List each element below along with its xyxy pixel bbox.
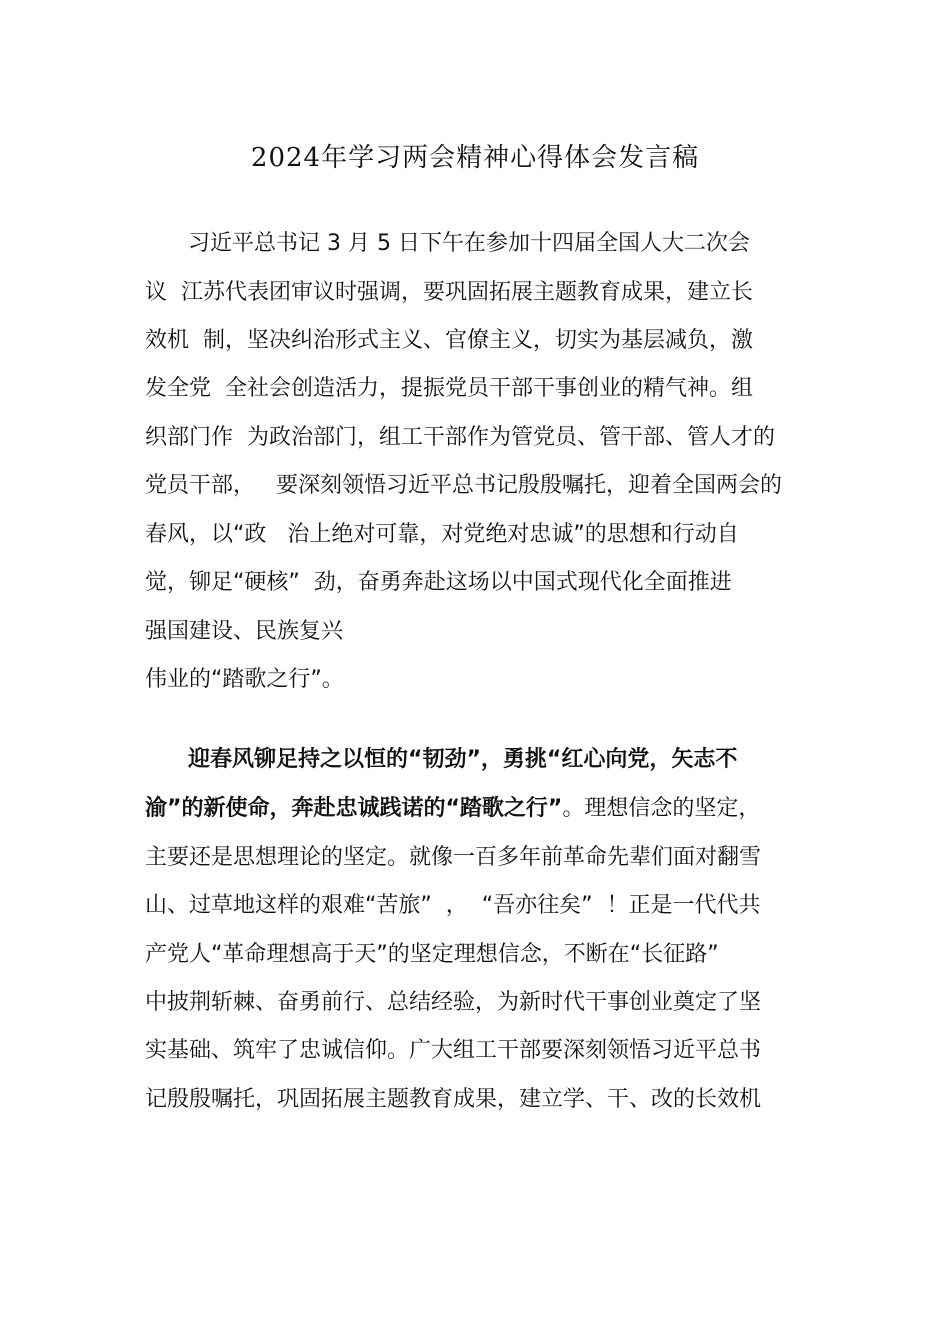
paragraph-2-line: 中披荆斩棘、奋勇前行、总结经验，为新时代干事创业奠定了坚 <box>145 990 762 1015</box>
paragraph-2-line <box>145 791 760 827</box>
paragraph-2-line: 主要还是思想理论的坚定。就像一百多年前革命先辈们面对翻雪 <box>145 845 762 870</box>
paragraph-2-line: 实基础、筑牢了忠诚信仰。广大组工干部要深刻领悟习近平总书 <box>145 1038 762 1063</box>
paragraph-2-line: 产党人“革命理想高于天”的坚定理想信念，不断在“长征路” <box>145 942 719 967</box>
paragraph-1-line: 习近平总书记 3 月 5 日下午在参加十四届全国人大二次会 <box>188 231 750 256</box>
paragraph-1-line: 效机 制，坚决纠治形式主义、官僚主义，切实为基层减负，激 <box>145 328 753 353</box>
paragraph-2-heading-end: 渝”的新使命，奔赴忠诚践诺的“踏歌之行” <box>145 796 563 821</box>
paragraph-1-line: 党员干部， 要深刻领悟习近平总书记殷殷嘱托，迎着全国两会的 <box>145 473 782 498</box>
paragraph-1-line: 强国建设、民族复兴 <box>145 619 344 644</box>
paragraph-1-line: 伟业的“踏歌之行”。 <box>145 667 344 692</box>
paragraph-2-heading-line: 迎春风铆足持之以恒的“韧劲”，勇挑“红心向党，矢志不 <box>188 747 738 772</box>
paragraph-1-line: 春风，以“政 治上绝对可靠，对党绝对忠诚”的思想和行动自 <box>145 522 739 547</box>
paragraph-1-line: 议 江苏代表团审议时强调，要巩固拓展主题教育成果，建立长 <box>145 280 753 305</box>
document-title: 2024年学习两会精神心得体会发言稿 <box>250 143 700 173</box>
paragraph-2-line: 记殷殷嘱托，巩固拓展主题教育成果，建立学、干、改的长效机 <box>145 1087 762 1112</box>
paragraph-1-line: 织部门作 为政治部门，组工干部作为管党员、管干部、管人才的 <box>145 425 775 450</box>
paragraph-1-line: 发全党 全社会创造活力，提振党员干部干事创业的精气神。组 <box>145 376 753 401</box>
paragraph-1-line: 觉，铆足“硬核” 劲，奋勇奔赴这场以中国式现代化全面推进 <box>145 570 732 595</box>
paragraph-2-text: 。理想信念的坚定， <box>562 796 761 821</box>
paragraph-2-line: 山、过草地这样的艰难“苦旅” ， “吾亦往矣” ！正是一代代共 <box>145 893 761 918</box>
